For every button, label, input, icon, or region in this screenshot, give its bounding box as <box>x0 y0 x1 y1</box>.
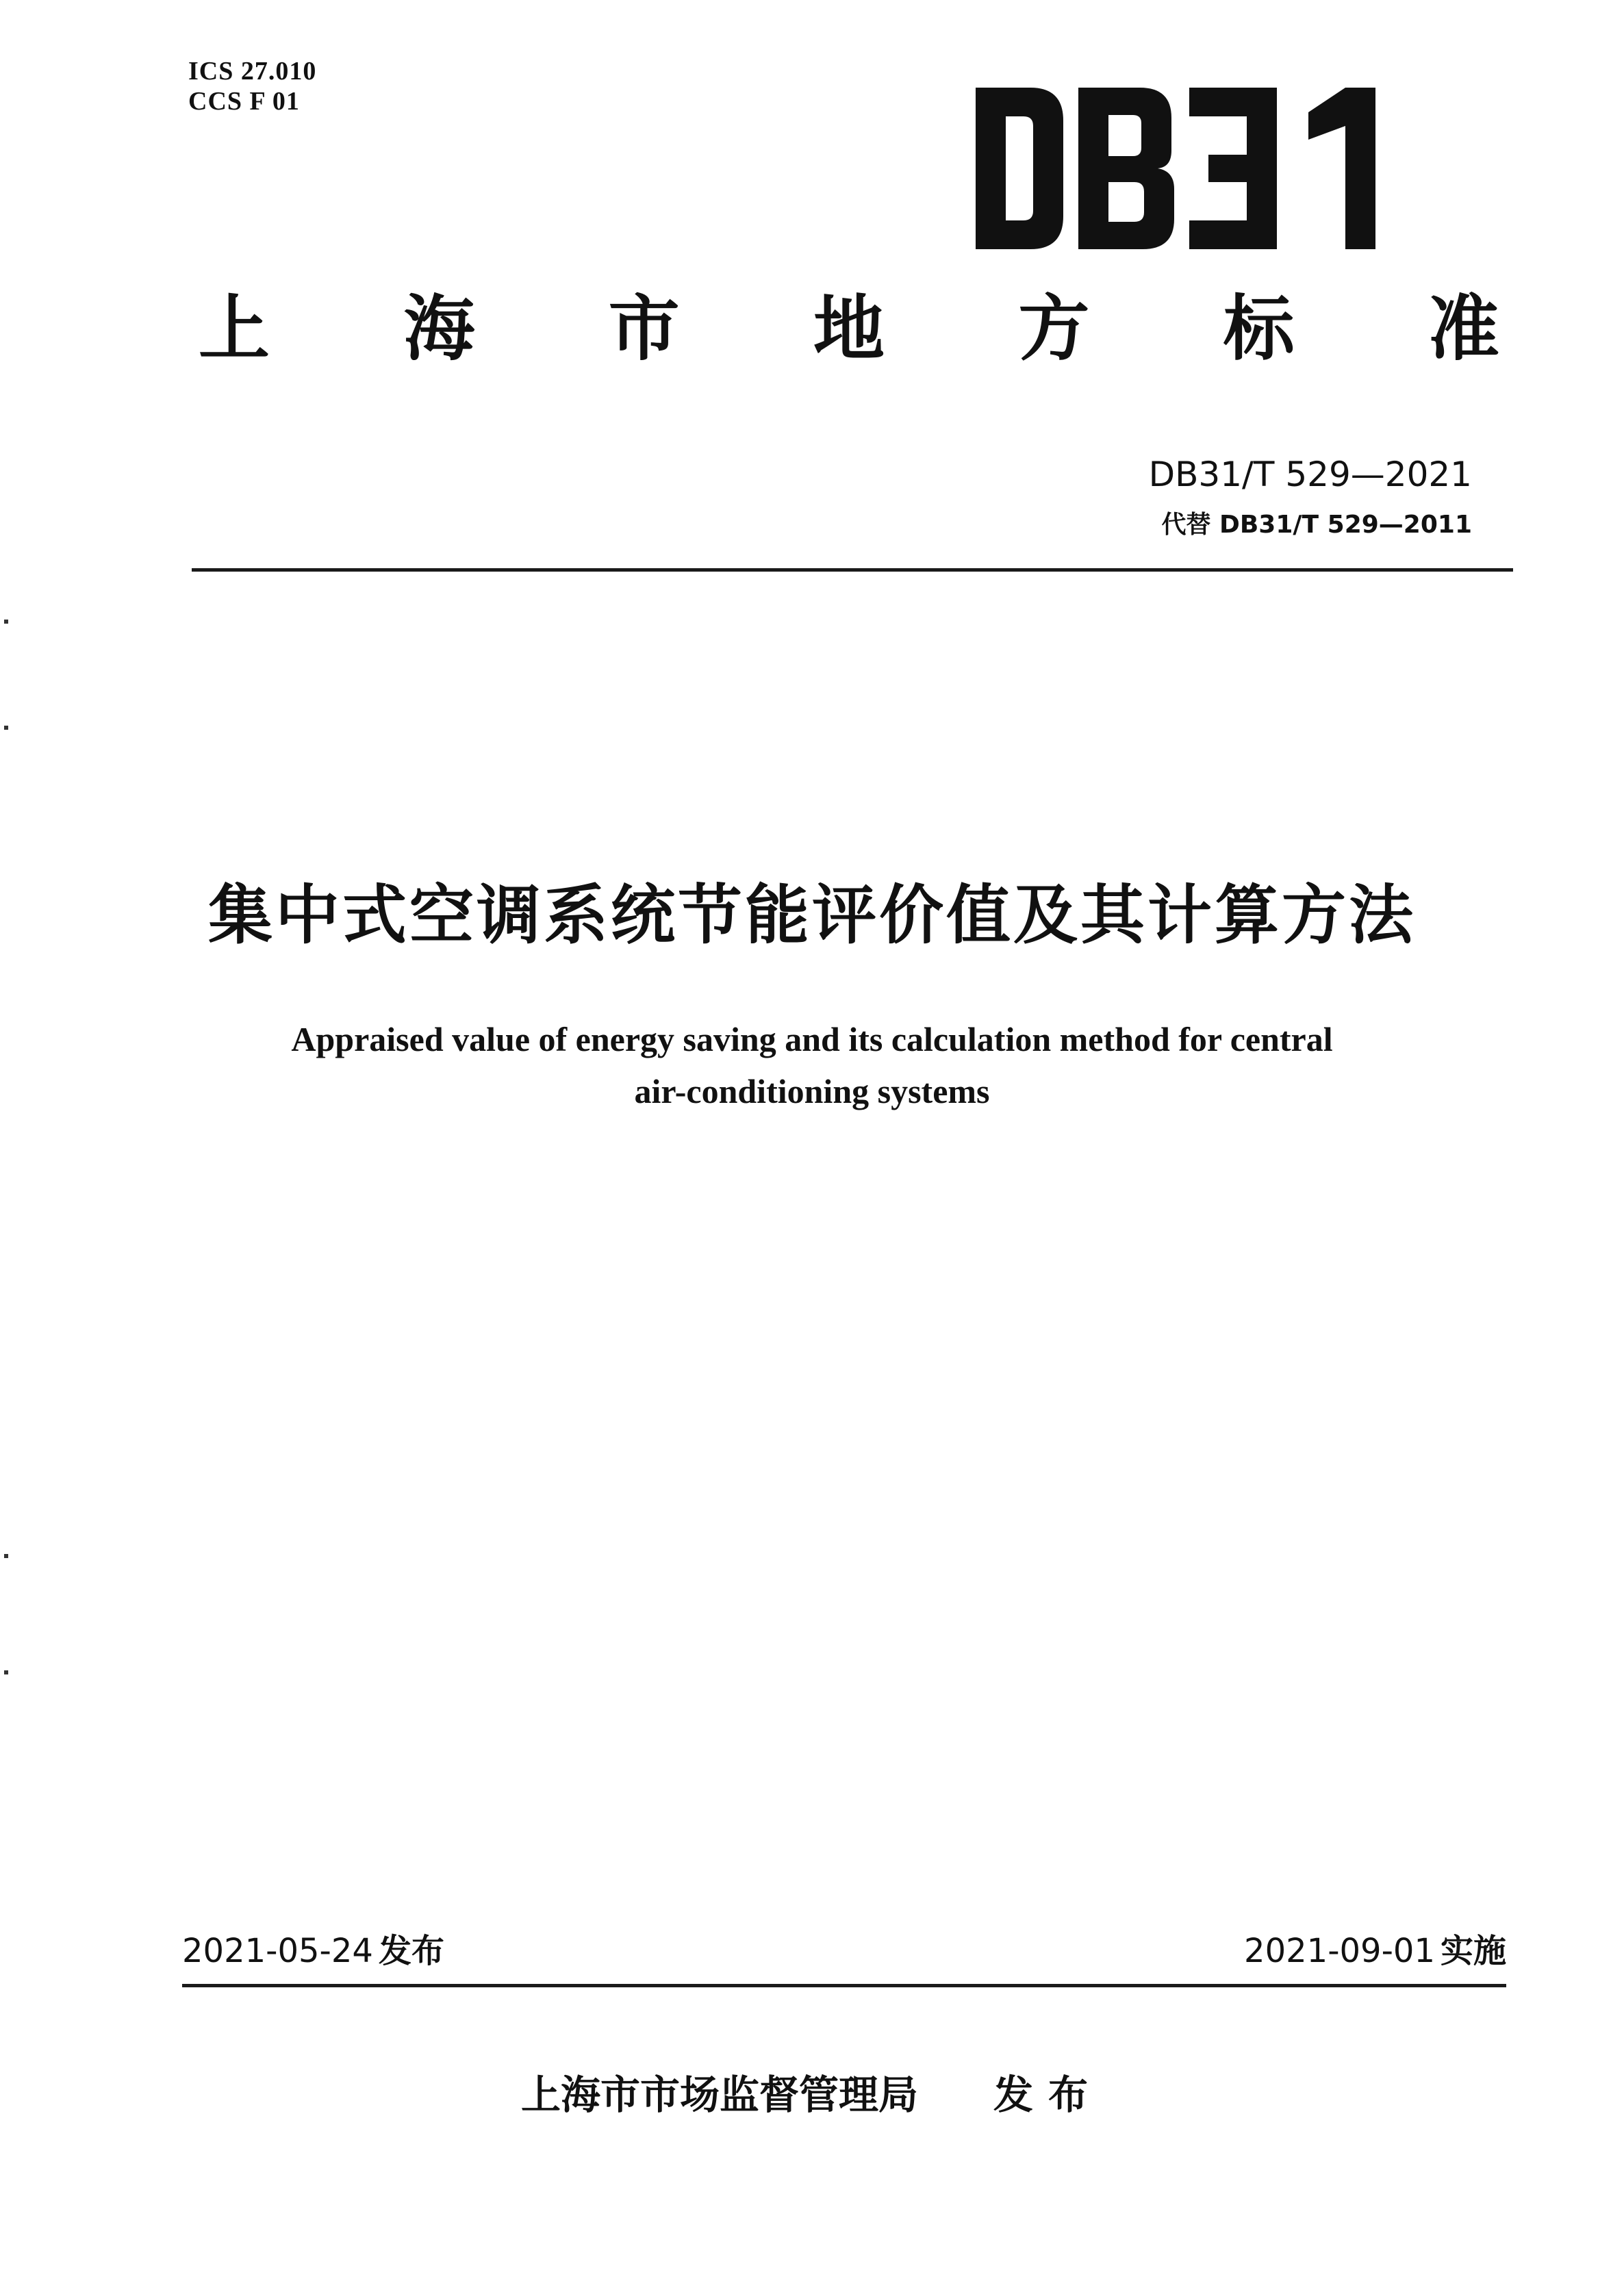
issue-date <box>182 1930 444 1972</box>
standard-type-char: 海 <box>403 287 475 370</box>
issue-date-value: 2021-05-24 <box>182 1932 373 1970</box>
issue-date-label: 发布 <box>378 1932 444 1970</box>
replaces-standard: 代替 DB31/T 529—2011 <box>1161 511 1472 539</box>
standard-number: DB31/T 529—2021 <box>1148 455 1472 494</box>
publisher-name: 上海市市场监督管理局 <box>520 2072 918 2118</box>
ccs-code: CCS F 01 <box>188 87 300 116</box>
standard-type-char: 方 <box>1018 287 1090 370</box>
classification-codes <box>188 56 316 116</box>
scan-edge-mark <box>4 1670 8 1674</box>
publisher-action: 发布 <box>993 2072 1104 2118</box>
scan-edge-mark <box>4 726 8 730</box>
document-title-en-line: Appraised value of energy saving and its calculation method for central <box>291 1020 1333 1058</box>
top-divider <box>192 568 1513 572</box>
document-title-en <box>0 1013 1624 1117</box>
standard-type-char: 上 <box>199 287 270 370</box>
standard-type-heading <box>199 284 1499 373</box>
document-title-zh: 集中式空调系统节能评价值及其计算方法 <box>207 878 1416 953</box>
ics-code: ICS 27.010 <box>188 57 317 86</box>
effective-date-value: 2021-09-01 <box>1244 1932 1435 1970</box>
scan-edge-mark <box>4 1554 8 1558</box>
bottom-divider <box>182 1984 1506 1987</box>
standard-type-char: 准 <box>1428 287 1499 370</box>
scan-edge-mark <box>4 620 8 624</box>
dates-row <box>182 1930 1506 1972</box>
standard-type-char: 市 <box>608 287 680 370</box>
document-title-en-line: air-conditioning systems <box>634 1072 990 1110</box>
db31-logo <box>976 88 1414 249</box>
effective-date <box>1244 1930 1506 1972</box>
effective-date-label: 实施 <box>1440 1932 1506 1970</box>
standard-type-char: 地 <box>813 287 885 370</box>
standard-type-char: 标 <box>1223 287 1295 370</box>
publisher-line <box>0 2067 1624 2122</box>
